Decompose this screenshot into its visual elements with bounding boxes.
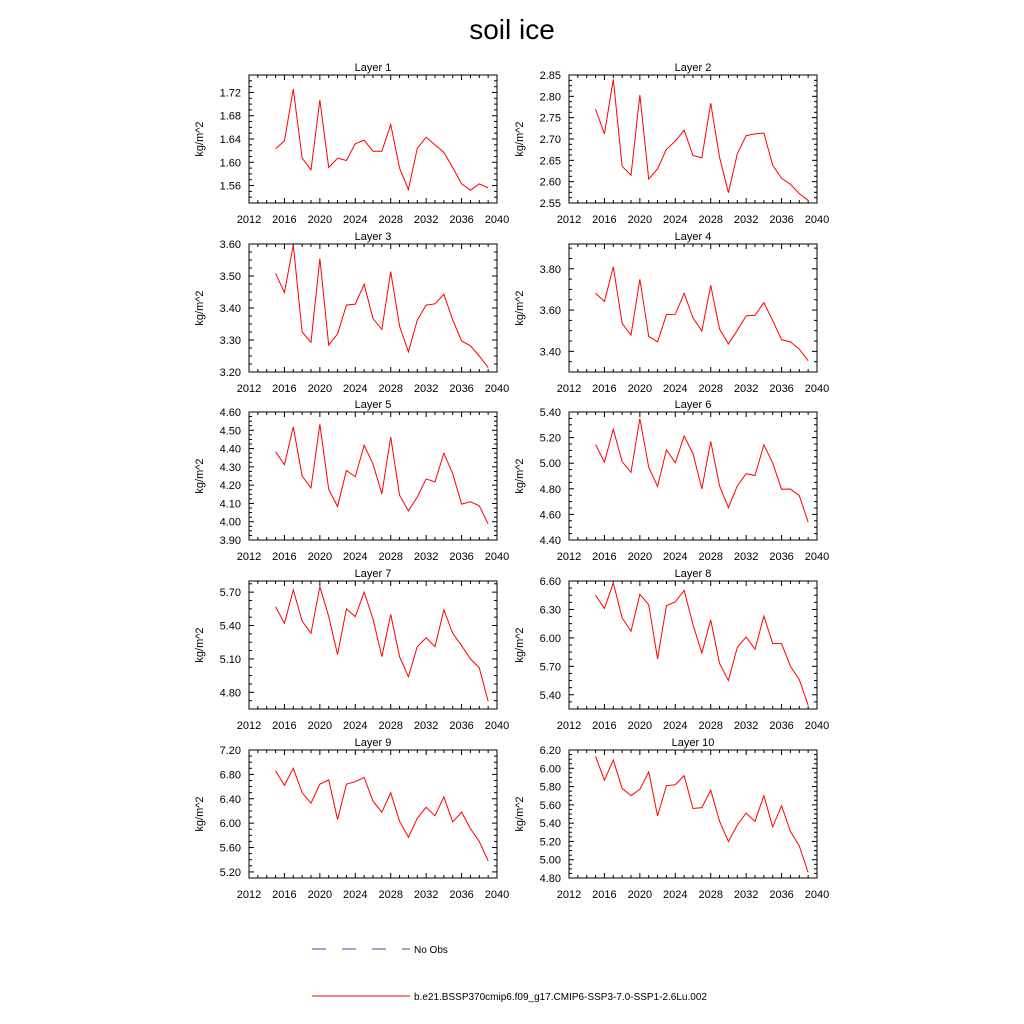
y-tick-label: 5.70 [219,587,241,600]
y-axis-label: kg/m^2 [514,121,526,157]
panel-layer-10 [514,737,829,901]
y-tick-label: 5.40 [219,620,241,633]
y-tick-label: 5.80 [539,781,561,794]
chart-title: soil ice [469,14,555,45]
x-tick-label: 2020 [627,383,653,395]
x-tick-label: 2040 [804,214,830,226]
y-axis-label: kg/m^2 [514,796,526,832]
x-tick-label: 2028 [698,383,723,395]
x-tick-label: 2012 [236,720,262,732]
y-tick-label: 1.72 [219,87,241,100]
y-tick-label: 1.68 [219,110,241,123]
x-tick-label: 2036 [769,383,794,395]
y-tick-label: 6.00 [539,632,561,645]
x-tick-label: 2016 [592,889,617,901]
x-tick-label: 2016 [592,720,617,732]
x-tick-label: 2024 [663,214,688,226]
x-tick-label: 2012 [556,889,582,901]
y-tick-label: 1.56 [219,180,241,193]
x-tick-label: 2028 [378,214,403,226]
x-tick-label: 2036 [449,214,474,226]
y-tick-label: 5.00 [539,854,561,867]
y-axis-label: kg/m^2 [514,290,526,326]
y-axis-label: kg/m^2 [194,627,206,663]
panel-layer-6 [514,399,829,563]
panel-title: Layer 4 [674,231,712,243]
y-axis-label: kg/m^2 [194,290,206,326]
panel-title: Layer 1 [354,62,392,74]
panel-layer-7 [194,568,509,732]
x-tick-label: 2016 [272,551,297,563]
x-tick-label: 2032 [733,214,759,226]
legend-obs-label: No Obs [414,945,448,956]
x-tick-label: 2012 [556,720,582,732]
x-tick-label: 2032 [413,214,439,226]
y-tick-label: 6.40 [219,793,241,806]
x-tick-label: 2028 [378,720,403,732]
y-tick-label: 3.60 [539,305,561,318]
panel-layer-3 [194,231,509,395]
y-tick-label: 4.30 [219,461,241,474]
x-tick-label: 2012 [236,551,262,563]
x-tick-label: 2024 [343,214,368,226]
x-tick-label: 2016 [272,889,297,901]
x-tick-label: 2012 [556,383,582,395]
x-tick-label: 2012 [556,214,582,226]
panel-title: Layer 5 [354,399,392,411]
y-tick-label: 2.75 [539,112,561,125]
x-tick-label: 2032 [733,551,759,563]
y-tick-label: 3.30 [219,335,241,347]
y-tick-label: 5.60 [219,842,241,855]
x-tick-label: 2020 [627,551,653,563]
x-tick-label: 2032 [733,720,759,732]
series-line [596,756,809,872]
y-axis-label: kg/m^2 [194,796,206,832]
x-tick-label: 2028 [378,551,403,563]
y-tick-label: 4.60 [219,407,241,419]
x-tick-label: 2032 [733,889,759,901]
y-tick-label: 6.60 [539,576,561,588]
plot-frame [249,581,497,709]
plot-frame [249,244,497,372]
x-tick-label: 2012 [556,551,582,563]
x-tick-label: 2020 [307,214,333,226]
x-tick-label: 2012 [236,383,262,395]
y-tick-label: 5.20 [219,866,241,879]
y-tick-label: 2.60 [539,176,561,189]
y-tick-label: 5.40 [539,407,561,419]
x-tick-label: 2016 [272,214,297,226]
x-tick-label: 2024 [343,889,368,901]
plot-frame [569,244,817,372]
x-tick-label: 2032 [733,383,759,395]
panel-layer-4 [514,231,829,395]
x-tick-label: 2040 [484,551,510,563]
y-tick-label: 2.85 [539,70,561,82]
series-line [596,419,809,522]
panel-title: Layer 10 [671,737,715,749]
series-line [276,424,489,524]
y-tick-label: 5.40 [539,818,561,831]
series-line [596,79,809,200]
panel-title: Layer 3 [354,231,392,243]
x-tick-label: 2036 [769,889,794,901]
y-tick-label: 6.20 [539,745,561,757]
series-line [276,245,489,368]
x-tick-label: 2024 [663,383,688,395]
legend-model-label: b.e21.BSSP370cmip6.f09_g17.CMIP6-SSP3-7.0-SSP1-2.6Lu.002 [414,992,707,1003]
y-tick-label: 5.40 [539,689,561,702]
y-axis-label: kg/m^2 [514,627,526,663]
y-tick-label: 3.80 [539,263,561,276]
x-tick-label: 2016 [272,383,297,395]
y-tick-label: 5.00 [539,458,561,471]
x-tick-label: 2028 [698,214,723,226]
y-tick-label: 2.80 [539,91,561,104]
panel-layer-2 [514,62,829,226]
x-tick-label: 2036 [449,383,474,395]
y-tick-label: 3.90 [219,535,241,547]
panel-layer-5 [194,399,509,563]
x-tick-label: 2040 [804,383,830,395]
x-tick-label: 2028 [698,720,723,732]
x-tick-label: 2016 [592,383,617,395]
series-line [276,768,489,861]
legend [312,945,707,1003]
x-tick-label: 2032 [413,889,439,901]
plot-frame [569,581,817,709]
y-tick-label: 4.80 [539,873,561,885]
x-tick-label: 2012 [236,889,262,901]
x-tick-label: 2024 [663,720,688,732]
x-tick-label: 2024 [343,383,368,395]
x-tick-label: 2024 [343,551,368,563]
y-tick-label: 4.00 [219,516,241,529]
series-line [596,267,809,361]
x-tick-label: 2036 [769,551,794,563]
panel-layer-1 [194,62,509,226]
y-axis-label: kg/m^2 [194,458,206,494]
x-tick-label: 2040 [484,889,510,901]
y-tick-label: 6.00 [219,818,241,831]
y-tick-label: 2.65 [539,155,561,168]
y-tick-label: 3.40 [219,303,241,315]
y-tick-label: 4.20 [219,480,241,493]
panel-layer-8 [514,568,829,732]
x-tick-label: 2028 [378,889,403,901]
x-tick-label: 2024 [663,551,688,563]
plot-frame [569,750,817,878]
y-tick-label: 1.64 [219,134,241,146]
y-axis-label: kg/m^2 [194,121,206,157]
y-tick-label: 6.80 [219,769,241,782]
y-tick-label: 5.60 [539,799,561,812]
panel-grid [194,62,829,901]
x-tick-label: 2040 [804,720,830,732]
x-tick-label: 2012 [236,214,262,226]
y-tick-label: 4.40 [539,535,561,547]
panel-title: Layer 7 [354,568,392,580]
x-tick-label: 2040 [484,720,510,732]
x-tick-label: 2024 [343,720,368,732]
y-tick-label: 2.70 [539,134,561,146]
y-tick-label: 1.60 [219,157,241,170]
panel-layer-9 [194,737,509,901]
series-line [276,587,489,702]
y-axis-label: kg/m^2 [514,458,526,494]
x-tick-label: 2016 [272,720,297,732]
x-tick-label: 2028 [378,383,403,395]
x-tick-label: 2020 [307,383,333,395]
y-tick-label: 3.40 [539,346,561,359]
y-tick-label: 6.30 [539,604,561,617]
x-tick-label: 2040 [804,889,830,901]
y-tick-label: 4.40 [219,443,241,456]
y-tick-label: 2.55 [539,198,561,210]
x-tick-label: 2024 [663,889,688,901]
y-tick-label: 4.80 [219,687,241,700]
panel-title: Layer 9 [354,737,392,749]
y-tick-label: 3.50 [219,271,241,283]
plot-frame [569,75,817,203]
y-tick-label: 3.60 [219,239,241,251]
x-tick-label: 2036 [449,551,474,563]
y-tick-label: 5.20 [539,432,561,445]
x-tick-label: 2036 [449,720,474,732]
series-line [276,89,489,190]
x-tick-label: 2020 [627,720,653,732]
x-tick-label: 2040 [804,551,830,563]
x-tick-label: 2028 [698,889,723,901]
x-tick-label: 2028 [698,551,723,563]
x-tick-label: 2032 [413,383,439,395]
y-tick-label: 4.50 [219,425,241,438]
panel-title: Layer 8 [674,568,712,580]
plot-frame [249,412,497,540]
x-tick-label: 2020 [307,720,333,732]
y-tick-label: 5.20 [539,836,561,849]
y-tick-label: 6.00 [539,763,561,776]
y-tick-label: 5.70 [539,661,561,674]
panel-title: Layer 6 [674,399,712,411]
x-tick-label: 2016 [592,551,617,563]
y-tick-label: 4.60 [539,509,561,522]
x-tick-label: 2020 [307,551,333,563]
x-tick-label: 2040 [484,214,510,226]
x-tick-label: 2016 [592,214,617,226]
x-tick-label: 2036 [769,720,794,732]
y-tick-label: 3.20 [219,367,241,379]
x-tick-label: 2036 [769,214,794,226]
y-tick-label: 4.80 [539,483,561,496]
panel-title: Layer 2 [674,62,712,74]
y-tick-label: 5.10 [219,653,241,666]
x-tick-label: 2040 [484,383,510,395]
plot-frame [249,75,497,203]
x-tick-label: 2032 [413,551,439,563]
x-tick-label: 2032 [413,720,439,732]
x-tick-label: 2020 [307,889,333,901]
plot-frame [569,412,817,540]
x-tick-label: 2036 [449,889,474,901]
y-tick-label: 7.20 [219,745,241,757]
y-tick-label: 4.10 [219,498,241,511]
x-tick-label: 2020 [627,214,653,226]
series-line [596,583,809,705]
x-tick-label: 2020 [627,889,653,901]
